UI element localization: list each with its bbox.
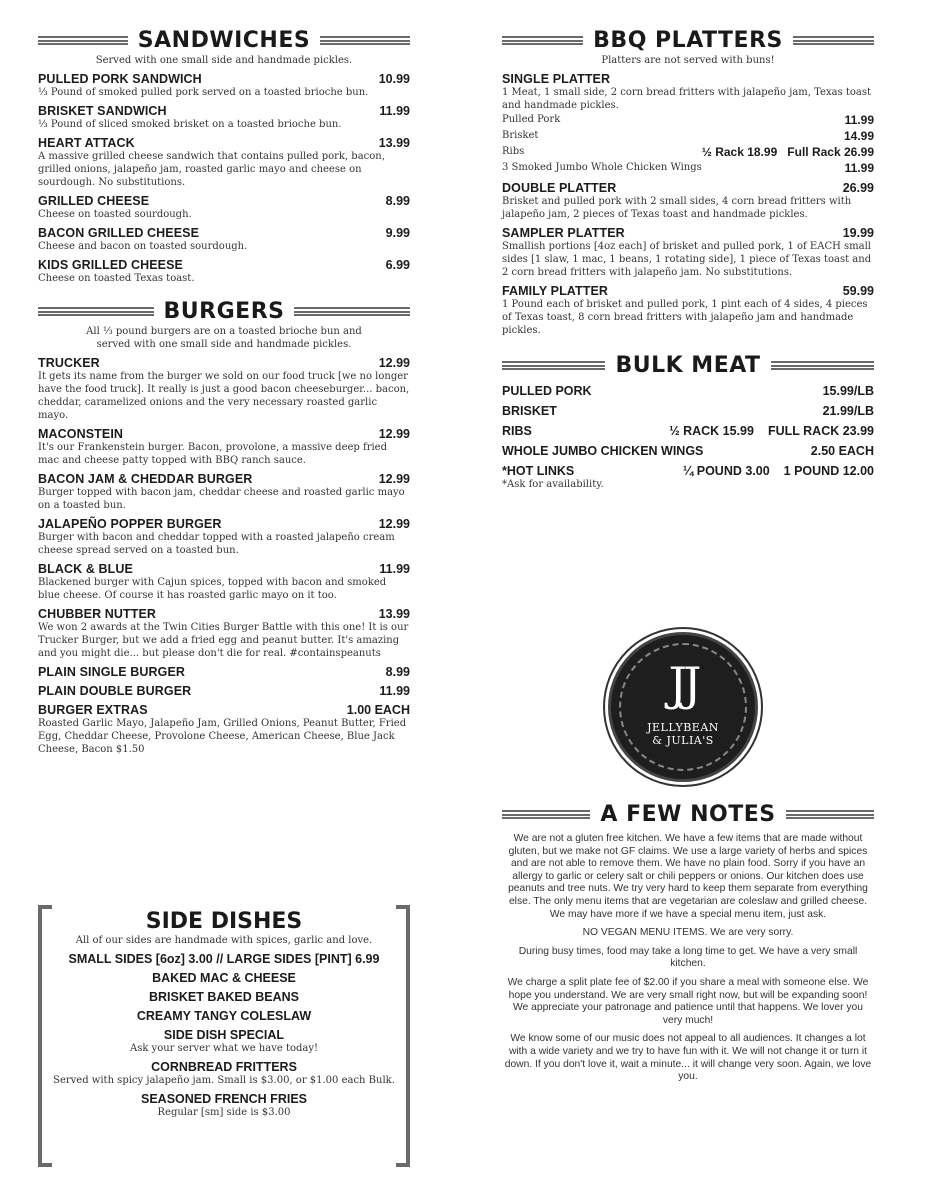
platter-option [502, 128, 874, 144]
section-title: A FEW NOTES [600, 802, 776, 827]
option-price: Full Rack 26.99 [787, 145, 874, 159]
bulk-price: ¼ POUND 3.00 [682, 464, 770, 478]
menu-item [38, 104, 410, 131]
side-sizes-price: SMALL SIDES [6oz] 3.00 // LARGE SIDES [PINT] 6.99 [68, 952, 380, 966]
item-row [38, 607, 410, 621]
item-price: 11.99 [379, 684, 410, 698]
menu-item [38, 665, 410, 679]
box-corner [396, 1163, 410, 1167]
side-description: Regular [sm] side is $3.00 [157, 1107, 291, 1118]
item-row [38, 472, 410, 486]
notes-section [502, 802, 874, 1084]
restaurant-logo [608, 632, 758, 782]
item-price: 1.00 EACH [346, 703, 410, 717]
side-list [42, 971, 406, 1119]
divider [294, 307, 410, 316]
divider [38, 307, 154, 316]
side-dishes-section [42, 905, 406, 1119]
option-price: ½ Rack 18.99 [701, 145, 778, 159]
item-row [38, 356, 410, 370]
side-item: SEASONED FRENCH FRIES [141, 1092, 307, 1106]
menu-item [502, 181, 874, 221]
option-prices [845, 160, 874, 176]
option-prices [844, 128, 874, 144]
item-row [502, 226, 874, 240]
item-description: 1 Meat, 1 small side, 2 corn bread fritters with jalapeño jam, Texas toast and handmade pickles. [502, 87, 872, 111]
item-description: ⅓ Pound of smoked pulled pork served on a toasted brioche bun. [38, 87, 369, 98]
item-name: BACON JAM & CHEDDAR BURGER [38, 472, 253, 486]
availability-note: *Ask for availability. [502, 479, 604, 490]
bulk-name: *HOT LINKS [502, 464, 575, 478]
section-title: SANDWICHES [137, 28, 311, 53]
item-description: Brisket and pulled pork with 2 small sides, 4 corn bread fritters with jalapeño jam, 2 pieces of Texas toast and handmade pickles. [502, 196, 852, 220]
item-description: Burger topped with bacon jam, cheddar cheese and roasted garlic mayo on a toasted bun. [38, 487, 405, 511]
left-column [38, 28, 410, 756]
item-description: Blackened burger with Cajun spices, topped with bacon and smoked blue cheese. Of course it has roasted garlic mayo on it too. [38, 577, 387, 601]
section-title: BULK MEAT [615, 353, 761, 378]
menu-item [502, 226, 874, 279]
item-description: Burger with bacon and cheddar topped with a roasted jalapeño cream cheese spread served on a toasted bun. [38, 532, 395, 556]
item-name: KIDS GRILLED CHEESE [38, 258, 183, 272]
section-subtitle: Platters are not served with buns! [601, 55, 775, 66]
item-row [38, 136, 410, 150]
item-row [502, 72, 874, 86]
bulk-price: 15.99/LB [822, 384, 874, 398]
item-row [38, 684, 410, 698]
item-description: Smallish portions [4oz each] of brisket and pulled pork, 1 of EACH small sides [1 slaw, 1 mac, 1 beans, 1 rotating side], 1 piece of Texas toast and 2 corn bread fritters with jalapeño jam. No substitutions. [502, 241, 872, 278]
option-price: 11.99 [844, 113, 874, 127]
item-description: A massive grilled cheese sandwich that contains pulled pork, bacon, grilled onions, jalapeño jam, roasted garlic mayo and cheese on sourdough. No substitutions. [38, 151, 385, 188]
bulk-price: FULL RACK 23.99 [767, 424, 874, 438]
bulk-header [502, 353, 874, 378]
item-description: Cheese on toasted Texas toast. [38, 273, 195, 284]
note-paragraph: During busy times, food may take a long time to get. We have a very small kitchen. [518, 945, 858, 970]
logo-wordmark [611, 721, 755, 747]
menu-item [38, 607, 410, 660]
platter-option [502, 144, 874, 160]
item-price: 11.99 [379, 104, 410, 118]
item-price: 8.99 [385, 194, 410, 208]
bulk-name: PULLED PORK [502, 384, 592, 398]
burger-list [38, 356, 410, 756]
item-name: FAMILY PLATTER [502, 284, 609, 298]
menu-item [502, 284, 874, 337]
note-paragraph: We are not a gluten free kitchen. We have a few items that are made without gluten, but we make not GF claims. We use a large variety of herbs and spices and are not able to remove them. We have no plain food. Sorry if you have an allergy to garlic or celery salt or chili peppers or onions. Our kitchen does use peanuts and tree nuts. We try very hard to keep them separate from everything else. The only menu items that are vegetarian are coleslaw and grilled cheese. We may have more if we have a special menu item, just ask. [508, 833, 868, 920]
bulk-item [502, 424, 874, 438]
divider [502, 36, 583, 45]
side-dishes-box [38, 905, 410, 1167]
bulk-prices [669, 424, 874, 438]
menu-item [38, 136, 410, 189]
bulk-price: ½ RACK 15.99 [669, 424, 754, 438]
item-description: Cheese on toasted sourdough. [38, 209, 192, 220]
item-description: We won 2 awards at the Twin Cities Burger Battle with this one! It is our Trucker Burger, but we add a fried egg and peanut butter. It's amazing and you might die... but please don't die for real. #containspeanuts [38, 622, 409, 659]
platter-list [502, 181, 874, 337]
section-title: BBQ PLATTERS [593, 28, 783, 53]
item-name: JALAPEÑO POPPER BURGER [38, 517, 222, 531]
bulk-name: BRISKET [502, 404, 557, 418]
note-paragraph: We know some of our music does not appeal to all audiences. It changes a lot with a wide variety and we try to have fun with it. We will not change it or turn it down. If you don't love it, wait a minute... it will change very soon. Again, we love you. [504, 1033, 872, 1083]
item-name: CHUBBER NUTTER [38, 607, 157, 621]
menu-item [38, 226, 410, 253]
item-price: 12.99 [378, 517, 410, 531]
logo-monogram: JJ [668, 657, 698, 711]
section-title: BURGERS [163, 299, 285, 324]
bulk-price: 21.99/LB [822, 404, 874, 418]
item-description: 1 Pound each of brisket and pulled pork, 1 pint each of 4 sides, 4 pieces of Texas toast, 8 corn bread fritters with jalapeño jam and handmade pickles. [502, 299, 868, 336]
sandwiches-section [38, 28, 410, 285]
divider [320, 36, 410, 45]
menu-item [38, 472, 410, 512]
item-price: 13.99 [378, 607, 410, 621]
side-item: CORNBREAD FRITTERS [151, 1060, 297, 1074]
side-description: Served with spicy jalapeño jam. Small is $3.00, or $1.00 each Bulk. [53, 1075, 395, 1086]
section-subtitle: All ⅓ pound burgers are on a toasted brioche bun and served with one small side and handmade pickles. [86, 326, 362, 350]
bulk-prices [683, 464, 874, 478]
item-price: 26.99 [842, 181, 874, 195]
option-price: 11.99 [844, 161, 874, 175]
menu-item [38, 703, 410, 756]
notes-header [502, 802, 874, 827]
item-name: BLACK & BLUE [38, 562, 133, 576]
item-price: 12.99 [378, 472, 410, 486]
item-row [38, 194, 410, 208]
item-row [38, 517, 410, 531]
divider [793, 36, 874, 45]
item-name: BACON GRILLED CHEESE [38, 226, 200, 240]
bulk-item [502, 464, 874, 478]
burgers-header [38, 299, 410, 324]
menu-item [38, 72, 410, 99]
option-label: Ribs [502, 146, 525, 157]
item-row [38, 703, 410, 717]
item-price: 12.99 [378, 356, 410, 370]
item-name: PLAIN SINGLE BURGER [38, 665, 186, 679]
item-description: ⅓ Pound of sliced smoked brisket on a toasted brioche bun. [38, 119, 342, 130]
item-name: SAMPLER PLATTER [502, 226, 625, 240]
logo-line: & JULIA'S [652, 734, 714, 747]
menu-item [38, 427, 410, 467]
item-row [502, 284, 874, 298]
item-row [38, 226, 410, 240]
platters-section [502, 28, 874, 337]
bulk-section [502, 353, 874, 491]
logo-line: JELLYBEAN [647, 721, 719, 734]
item-name: PULLED PORK SANDWICH [38, 72, 202, 86]
item-row [38, 562, 410, 576]
option-prices [845, 112, 874, 128]
right-column [502, 28, 874, 491]
item-price: 19.99 [842, 226, 874, 240]
divider [771, 361, 874, 370]
item-price: 8.99 [385, 665, 410, 679]
single-platter-options [502, 112, 874, 176]
bulk-prices [823, 404, 874, 418]
item-name: SINGLE PLATTER [502, 72, 611, 86]
menu-item [38, 684, 410, 698]
item-name: GRILLED CHEESE [38, 194, 150, 208]
item-description: It's our Frankenstein burger. Bacon, provolone, a massive deep fried mac and cheese patty topped with BBQ ranch sauce. [38, 442, 387, 466]
section-subtitle: Served with one small side and handmade pickles. [95, 55, 353, 66]
option-prices [702, 144, 874, 160]
divider [38, 36, 128, 45]
bulk-name: RIBS [502, 424, 532, 438]
bulk-prices [811, 444, 874, 458]
menu-item [502, 72, 874, 176]
item-row [38, 427, 410, 441]
item-description: Roasted Garlic Mayo, Jalapeño Jam, Grilled Onions, Peanut Butter, Fried Egg, Cheddar Cheese, Provolone Cheese, American Cheese, Blue Jack Cheese, Bacon $1.50 [38, 718, 407, 755]
item-price: 6.99 [385, 258, 410, 272]
divider [786, 810, 874, 819]
side-item: CREAMY TANGY COLESLAW [136, 1009, 312, 1023]
notes-list [502, 833, 874, 1084]
option-label: 3 Smoked Jumbo Whole Chicken Wings [502, 162, 702, 173]
item-name: MACONSTEIN [38, 427, 124, 441]
divider [502, 361, 605, 370]
note-paragraph: We charge a split plate fee of $2.00 if you share a meal with someone else. We hope you understand. We are very small right now, but will be expanding soon! We appreciate your patronage and patience until that happens. We lover you very much! [507, 976, 869, 1026]
menu-item [38, 194, 410, 221]
option-label: Brisket [502, 130, 539, 141]
bulk-list [502, 384, 874, 478]
bulk-prices [823, 384, 874, 398]
item-row [38, 72, 410, 86]
note-paragraph: NO VEGAN MENU ITEMS. We are very sorry. [582, 927, 794, 939]
item-name: TRUCKER [38, 356, 100, 370]
platter-option [502, 160, 874, 176]
side-item: BAKED MAC & CHEESE [152, 971, 296, 985]
item-price: 59.99 [842, 284, 874, 298]
item-row [38, 665, 410, 679]
option-label: Pulled Pork [502, 114, 561, 125]
item-row [38, 104, 410, 118]
side-description: Ask your server what we have today! [129, 1043, 319, 1054]
option-price: 14.99 [843, 129, 874, 143]
bulk-name: WHOLE JUMBO CHICKEN WINGS [502, 444, 704, 458]
section-subtitle: All of our sides are handmade with spices, garlic and love. [75, 935, 373, 946]
item-name: PLAIN DOUBLE BURGER [38, 684, 192, 698]
bulk-item [502, 384, 874, 398]
menu-item [38, 356, 410, 422]
item-price: 11.99 [379, 562, 410, 576]
item-price: 9.99 [385, 226, 410, 240]
platter-option [502, 112, 874, 128]
menu-item [38, 562, 410, 602]
item-name: HEART ATTACK [38, 136, 135, 150]
item-price: 12.99 [378, 427, 410, 441]
platters-header [502, 28, 874, 53]
menu-item [38, 258, 410, 285]
item-name: DOUBLE PLATTER [502, 181, 617, 195]
item-price: 10.99 [378, 72, 410, 86]
sandwich-list [38, 72, 410, 285]
bulk-price: 2.50 EACH [810, 444, 874, 458]
item-price: 13.99 [378, 136, 410, 150]
divider [502, 810, 590, 819]
item-description: It gets its name from the burger we sold on our food truck [we no longer have the food truck]. It really is just a good bacon cheeseburger... bacon, cheddar, caramelized onions and the very necessary roasted garlic mayo. [38, 371, 410, 421]
item-row [38, 258, 410, 272]
item-name: BRISKET SANDWICH [38, 104, 167, 118]
item-description: Cheese and bacon on toasted sourdough. [38, 241, 248, 252]
menu-item [38, 517, 410, 557]
box-corner [396, 905, 410, 909]
side-item: BRISKET BAKED BEANS [148, 990, 299, 1004]
bulk-item [502, 404, 874, 418]
item-name: BURGER EXTRAS [38, 703, 148, 717]
item-row [502, 181, 874, 195]
burgers-section [38, 299, 410, 756]
section-title: SIDE DISHES [145, 909, 303, 934]
bulk-item [502, 444, 874, 458]
side-item: SIDE DISH SPECIAL [163, 1028, 285, 1042]
bulk-price: 1 POUND 12.00 [783, 464, 874, 478]
sandwiches-header [38, 28, 410, 53]
